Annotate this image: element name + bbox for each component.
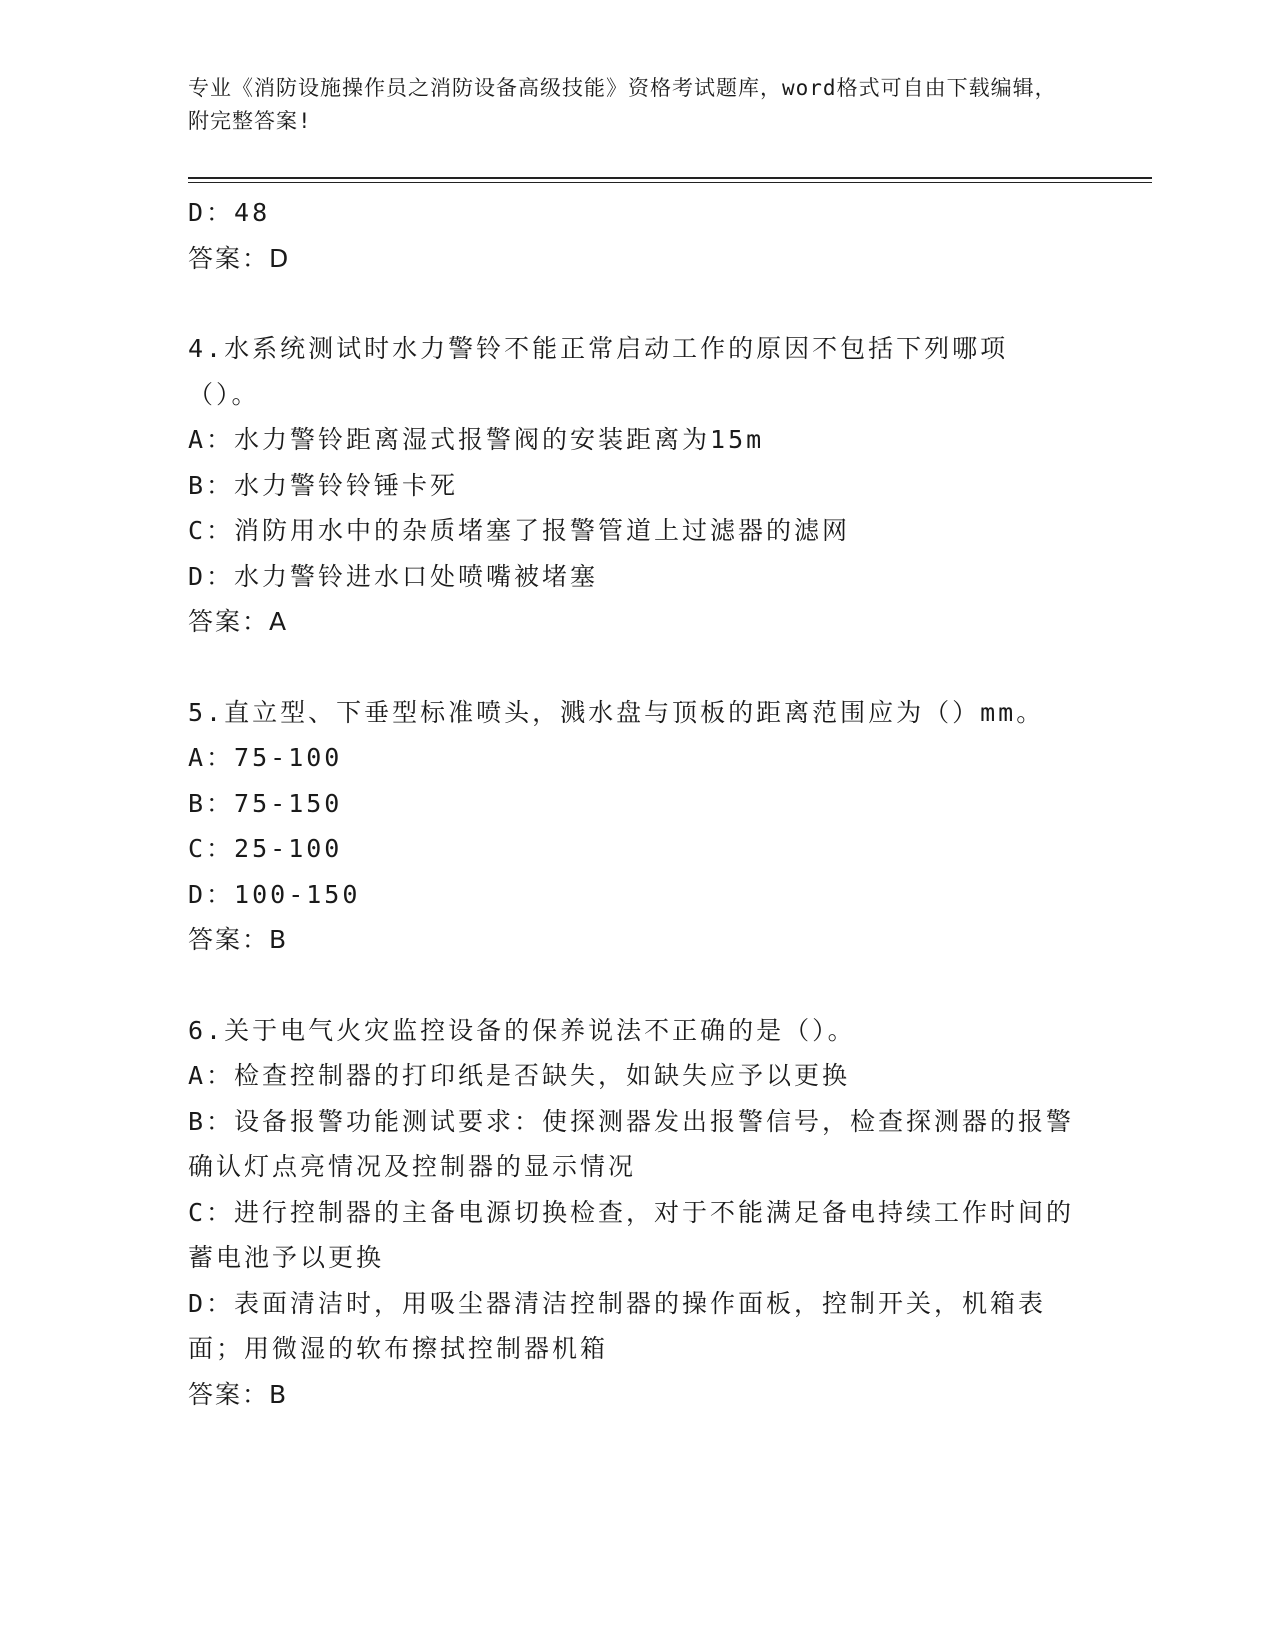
answer: 答案：B	[188, 925, 289, 954]
option-d: D：水力警铃进水口处喷嘴被堵塞	[188, 561, 599, 591]
question-6	[188, 1008, 1088, 1418]
option-c: C：25-100	[188, 834, 343, 863]
option-d: D：100-150	[188, 879, 361, 909]
prev-answer: 答案：D	[188, 243, 291, 273]
question-stem: 4.水系统测试时水力警铃不能正常启动工作的原因不包括下列哪项（）。	[188, 334, 1009, 409]
document-body	[188, 190, 1088, 1417]
spacer	[188, 281, 1088, 326]
option-a: A：检查控制器的打印纸是否缺失，如缺失应予以更换	[188, 1061, 851, 1090]
spacer	[188, 645, 1088, 690]
option-c: C：消防用水中的杂质堵塞了报警管道上过滤器的滤网	[188, 516, 851, 545]
question-stem: 5.直立型、下垂型标准喷头，溅水盘与顶板的距离范围应为（）mm。	[188, 697, 1045, 727]
option-b: B：75-150	[188, 788, 343, 818]
header-rule-thin	[188, 182, 1152, 183]
option-b: B：设备报警功能测试要求：使探测器发出报警信号，检查探测器的报警确认灯点亮情况及控制器的显示情况	[188, 1106, 1075, 1181]
document-header: 专业《消防设施操作员之消防设备高级技能》资格考试题库，word格式可自由下载编辑，附完整答案!	[188, 76, 1057, 133]
prev-option-d: D：48	[188, 198, 271, 227]
option-b: B：水力警铃铃锤卡死	[188, 470, 459, 500]
spacer	[188, 963, 1088, 1008]
option-a: A：水力警铃距离湿式报警阀的安装距离为15m	[188, 425, 765, 454]
question-stem: 6.关于电气火灾监控设备的保养说法不正确的是（）。	[188, 1015, 856, 1045]
option-d: D：表面清洁时，用吸尘器清洁控制器的操作面板，控制开关，机箱表面；用微湿的软布擦拭控制器机箱	[188, 1288, 1047, 1363]
answer: 答案：A	[188, 607, 289, 636]
question-4	[188, 326, 1088, 645]
option-a: A：75-100	[188, 743, 343, 772]
option-c: C：进行控制器的主备电源切换检查，对于不能满足备电持续工作时间的蓄电池予以更换	[188, 1197, 1075, 1272]
answer: 答案：B	[188, 1379, 289, 1409]
question-5	[188, 690, 1088, 963]
header-rule-thick	[188, 177, 1152, 179]
